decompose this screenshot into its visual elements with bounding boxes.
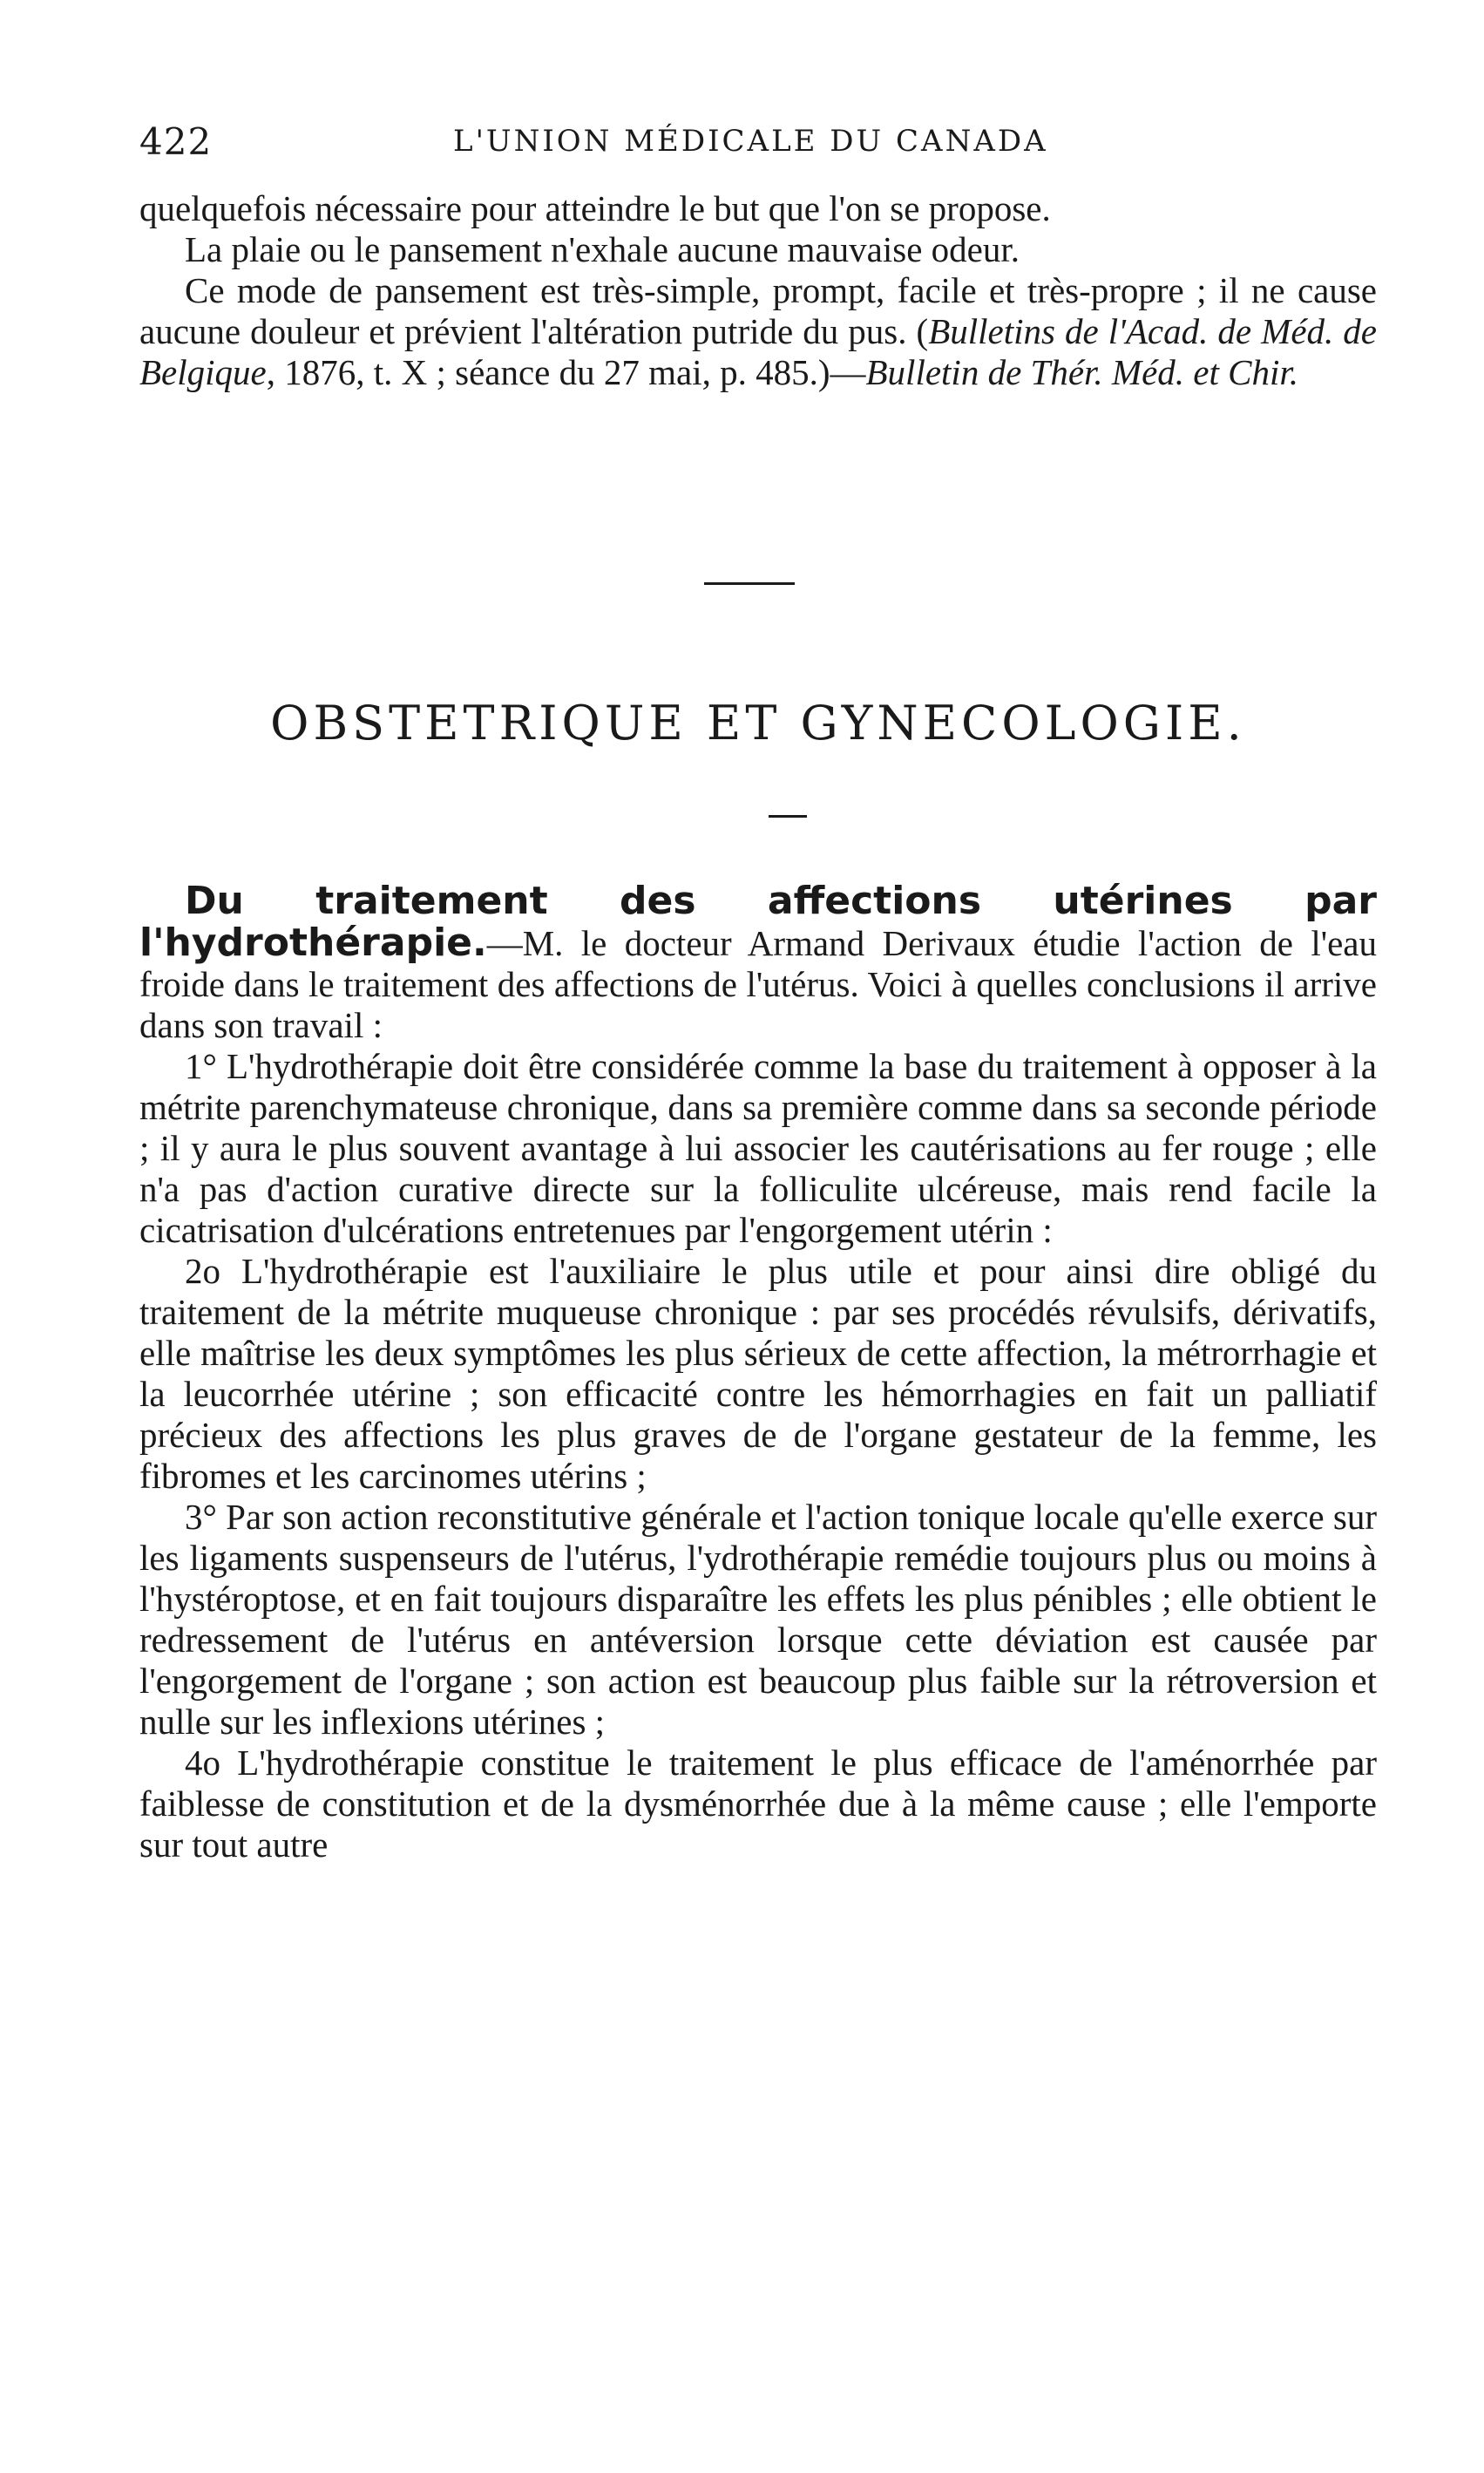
citation-title: Bulletins de l'Acad. de Méd. de Belgique xyxy=(139,311,1378,392)
article-intro-text: —M. le docteur Armand Derivaux étudie l'action de l'eau froide dans le traitement des affections de l'utérus. Voici à quelles conclusions il arrive dans son travail : xyxy=(139,923,1377,1045)
paragraph-text: Ce mode de pansement est très-simple, prompt, facile et très-propre ; il ne cause aucune douleur et prévient l'altération putride du pus. ( xyxy=(139,270,1377,351)
title-divider xyxy=(769,815,807,818)
section-title: OBSTETRIQUE ET GYNECOLOGIE. xyxy=(270,696,1246,751)
conclusion-item: 3° Par son action reconstitutive générale et l'action tonique locale qu'elle exerce sur les ligaments suspenseurs de l'utérus, l'ydrothérapie remédie toujours plus ou moins à l'hystéroptose, et en fait toujours disparaître les effets les plus pénibles ; elle obtient le redressement de l'utérus en antéversion lorsque cette déviation est causée par l'engorgement de l'organe ; son action est beaucoup plus faible sur la rétroversion et nulle sur les inflexions utérines ; xyxy=(139,1497,1377,1742)
conclusion-item: 2o L'hydrothérapie est l'auxiliaire le plus utile et pour ainsi dire obligé du traitement de la métrite muqueuse chronique : par ses procédés révulsifs, dérivatifs, elle maîtrise les deux symptômes les plus sérieux de cette affection, la métrorrhagie et la leucorrhée utérine ; son efficacité contre les hémorrhagies en fait un palliatif précieux des affections les plus graves de de l'organe gestateur de la femme, les fibromes et les carcinomes utérins ; xyxy=(139,1251,1377,1496)
paragraph: quelquefois nécessaire pour atteindre le but que l'on se propose. xyxy=(139,188,1051,228)
citation-details: , 1876, t. X ; séance du 27 mai, p. 485.)— xyxy=(266,352,866,392)
running-head: L'UNION MÉDICALE DU CANADA xyxy=(453,124,1048,159)
section-divider xyxy=(704,582,795,585)
citation-title: Bulletin de Thér. Méd. et Chir. xyxy=(865,352,1299,392)
conclusion-item: 1° L'hydrothérapie doit être considérée comme la base du traitement à opposer à la métrite parenchymateuse chronique, dans sa première comme dans sa seconde période ; il y aura le plus souvent avantage à lui associer les cautérisations au fer rouge ; elle n'a pas d'action curative directe sur la folliculite ulcéreuse, mais rend facile la cicatrisation d'ulcérations entretenues par l'engorgement utérin : xyxy=(139,1046,1377,1250)
page-number: 422 xyxy=(139,120,213,163)
paragraph-with-citation xyxy=(139,270,1377,393)
conclusion-item: 4o L'hydrothérapie constitue le traitement le plus efficace de l'aménorrhée par faiblesse de constitution et de la dysménorrhée due à la même cause ; elle l'emporte sur tout autre xyxy=(139,1743,1377,1865)
paragraph: La plaie ou le pansement n'exhale aucune mauvaise odeur. xyxy=(185,229,1020,269)
article xyxy=(139,880,1377,1865)
page-header xyxy=(139,120,1377,173)
article-intro xyxy=(139,880,1377,1046)
article-title: Du traitement des affections utérines par l'hydrothérapie. xyxy=(139,879,1377,965)
continued-text-block xyxy=(139,188,1377,393)
